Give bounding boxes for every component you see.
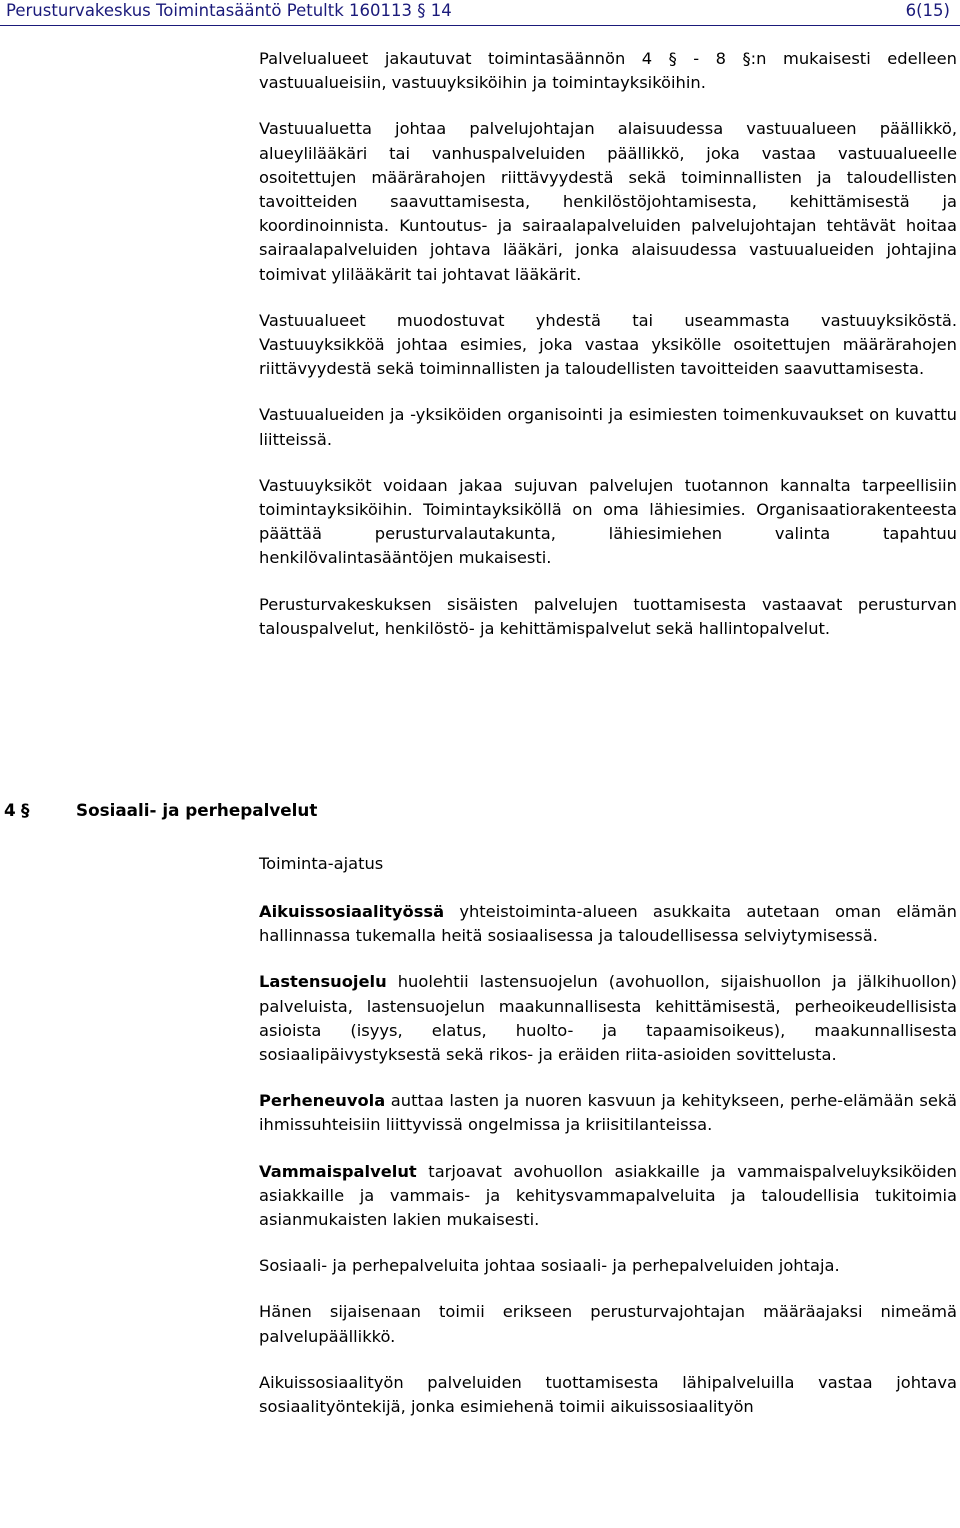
service-item: [259, 1089, 957, 1137]
service-name: Aikuissosiaalityössä: [259, 902, 445, 921]
paragraph: Sosiaali- ja perhepalveluita johtaa sosiaali- ja perhepalveluiden johtaja.: [259, 1256, 840, 1276]
service-description: yhteistoiminta-alueen asukkaita autetaan oman elämän hallinnassa tukemalla heitä sosiaalisessa ja taloudellisessa selviytymisessä.: [259, 902, 957, 946]
service-description: auttaa lasten ja nuoren kasvuun ja kehitykseen, perhe-elämään sekä ihmissuhteisiin liittyvissä ongelmissa ja kriisitilanteissa.: [259, 1091, 957, 1135]
service-description: huolehtii lastensuojelun (avohuollon, sijaishuollon ja jälkihuollon) palveluista, lastensuojelun maakunnallisesta kehittämisestä, perheoikeudellisista asioista (isyys, elatus, huolto- ja tapaamisoikeus), maakunnallisesta sosiaalipäivystyksestä sekä rikos- ja eräiden riita-asioiden sovittelusta.: [259, 972, 957, 1065]
page-header: [6, 1, 950, 25]
section-heading: [4, 800, 317, 820]
paragraph: Vastuualueet muodostuvat yhdestä tai useammasta vastuuyksiköstä. Vastuuyksikköä johtaa esimies, joka vastaa yksikölle osoitettujen määrärahojen riittävyydestä sekä toiminnallisten ja taloudellisten tavoitteiden saavuttamisesta.: [259, 310, 957, 379]
page-number: 6(15): [905, 1, 950, 20]
paragraph: Vastuuyksiköt voidaan jakaa sujuvan palvelujen tuotannon kannalta tarpeellisiin toimintayksiköihin. Toimintayksiköllä on oma lähiesimies. Organisaatiorakenteesta päättää perusturvalautakunta, lähiesimiehen valinta tapahtuu henkilövalintasääntöjen mukaisesti.: [259, 475, 957, 568]
paragraph: Vastuualueiden ja -yksiköiden organisointi ja esimiesten toimenkuvaukset on kuvattu liitteissä.: [259, 405, 957, 449]
service-item: [259, 1160, 957, 1233]
subsection-title: Toiminta-ajatus: [259, 854, 384, 873]
service-name: Vammaispalvelut: [259, 1161, 417, 1181]
service-name: Perheneuvola: [259, 1091, 386, 1111]
section-title: Sosiaali- ja perhepalvelut: [76, 800, 318, 820]
service-description: tarjoavat avohuollon asiakkaille ja vammaispalveluyksiköiden asiakkaille ja vammais- ja kehitysvammapalveluita ja taloudellisia tukitoimia asianmukaisten lakien mukaisesti.: [259, 1161, 957, 1230]
paragraph: Vastuualuetta johtaa palvelujohtajan alaisuudessa vastuualueen päällikkö, alueylilääkäri tai vanhuspalveluiden päällikkö, joka vastaa vastuualueelle osoitettujen määrärahojen riittävyydestä sekä toiminnallisten ja taloudellisten tavoitteiden saavuttamisesta, henkilöstöjohtamisesta, kehittämisestä ja koordinoinnista. Kuntoutus- ja sairaalapalveluiden palvelujohtajan tehtävät hoitaa sairaalapalveluiden johtava lääkäri, jonka alaisuudessa vastuualueiden johtajina toimivat ylilääkärit tai johtavat lääkärit.: [259, 119, 957, 284]
service-name: Lastensuojelu: [259, 972, 387, 992]
header-divider: [0, 25, 960, 26]
paragraph: Aikuissosiaalityön palveluiden tuottamisesta lähipalveluilla vastaa johtava sosiaalityöntekijä, jonka esimiehenä toimii aikuissosiaalityön: [259, 1372, 957, 1417]
paragraph: Hänen sijaisenaan toimii erikseen perusturvajohtajan määräajaksi nimeämä palvelupäällikkö.: [259, 1302, 957, 1346]
section-symbol: §: [21, 800, 30, 820]
paragraph: Palvelualueet jakautuvat toimintasäännön 4 § - 8 §:n mukaisesti edelleen vastuualueisiin, vastuuyksiköihin ja toimintayksiköihin.: [259, 49, 957, 93]
document-title: Perusturvakeskus Toimintasääntö Petultk 160113 § 14: [6, 1, 452, 20]
section-number: 4: [4, 800, 16, 820]
service-item: [259, 900, 957, 948]
body-lower: [259, 852, 957, 1419]
body-upper: [259, 47, 957, 663]
paragraph: Perusturvakeskuksen sisäisten palvelujen tuottamisesta vastaavat perusturvan talouspalvelut, henkilöstö- ja kehittämispalvelut sekä hallintopalvelut.: [259, 594, 957, 638]
service-item: [259, 970, 957, 1067]
